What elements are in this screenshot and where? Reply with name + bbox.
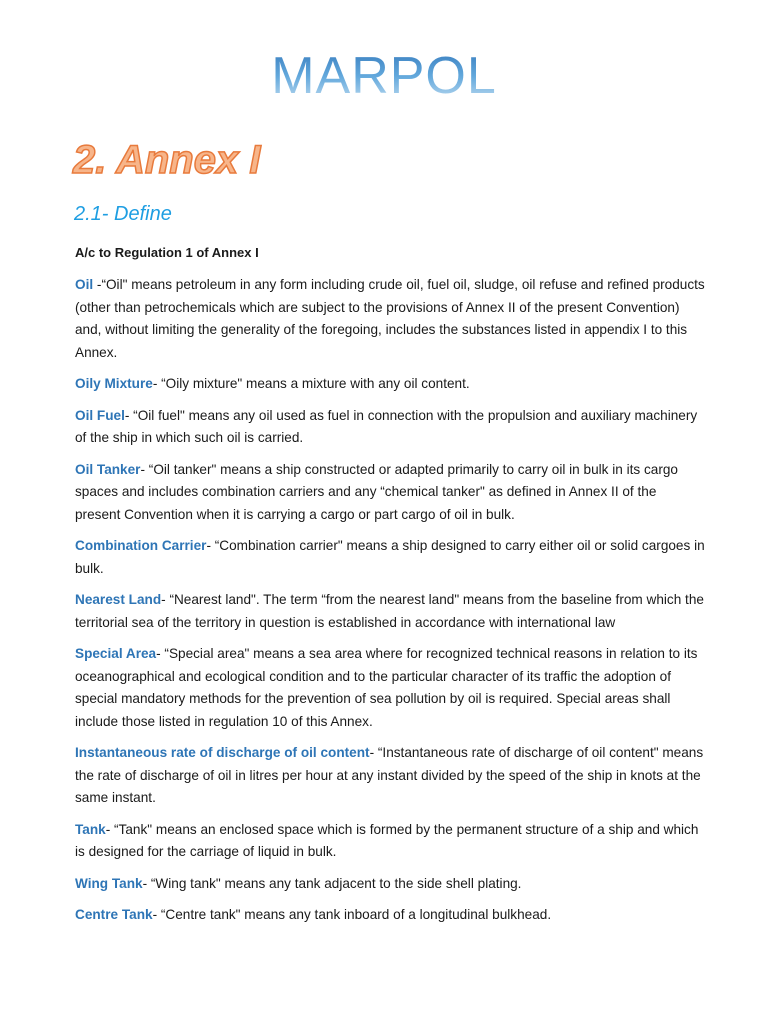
- document-title: MARPOL: [0, 50, 768, 102]
- definition-term: Oily Mixture: [75, 376, 153, 391]
- definition-combination-carrier: Combination Carrier- “Combination carrier" means a ship designed to carry either oil or solid cargoes in bulk.: [75, 538, 705, 576]
- definition-text: “Centre tank" means any tank inboard of a longitudinal bulkhead.: [160, 907, 552, 922]
- definition-nearest-land: Nearest Land- “Nearest land". The term “from the nearest land" means from the baseline from which the territorial sea of the territory in question is established in accordance with international law: [75, 592, 704, 630]
- definition-text: “Oily mixture" means a mixture with any oil content.: [161, 376, 470, 391]
- definition-term: Oil: [75, 277, 94, 292]
- definition-term: Oil Fuel: [75, 407, 125, 423]
- definition-text: “Instantaneous rate of discharge of oil content" means the rate of discharge of oil in litres per hour at any instant divided by the speed of the ship in knots at the same instant.: [75, 745, 704, 805]
- definition-text: “Special area" means a sea area where for recognized technical reasons in relation to its oceanographical and ecological condition and to the particular character of its traffic the adoption of special mandatory methods for the prevention of sea pollution by oil is required. Special areas shall include those listed in regulation 10 of this Annex.: [75, 646, 698, 729]
- definition-term: Wing Tank: [75, 875, 143, 891]
- definition-term: Combination Carrier: [75, 538, 207, 553]
- definition-text: “Combination carrier" means a ship designed to carry either oil or solid cargoes in bulk.: [75, 538, 705, 576]
- definition-text: “Oil fuel" means any oil used as fuel in connection with the propulsion and auxiliary machinery of the ship in which such oil is carried.: [75, 407, 698, 445]
- definition-term: Instantaneous rate of discharge of oil content: [75, 745, 370, 760]
- definition-term: Special Area: [75, 646, 157, 661]
- definition-term: Oil Tanker: [75, 461, 141, 477]
- definition-oil-fuel: Oil Fuel- “Oil fuel" means any oil used as fuel in connection with the propulsion and auxiliary machinery of the ship in which such oil is carried.: [75, 407, 698, 445]
- definitions-list: [75, 274, 705, 936]
- definition-text: “Oil" means petroleum in any form including crude oil, fuel oil, sludge, oil refuse and refined products (other than petrochemicals which are subject to the provisions of Annex II of the present Convention) and, without limiting the generality of the foregoing, includes the substances listed in appendix I to this Annex.: [75, 277, 705, 360]
- subsection-heading: 2.1- Define: [74, 203, 172, 225]
- definition-instantaneous-rate: Instantaneous rate of discharge of oil content- “Instantaneous rate of discharge of oil content" means the rate of discharge of oil in litres per hour at any instant divided by the speed of the ship in knots at the same instant.: [75, 745, 704, 805]
- definition-text: “Nearest land". The term “from the nearest land" means from the baseline from which the territorial sea of the territory in question is established in accordance with international law: [75, 592, 704, 630]
- definition-centre-tank: Centre Tank- “Centre tank" means any tank inboard of a longitudinal bulkhead.: [75, 907, 552, 922]
- definition-wing-tank: Wing Tank- “Wing tank" means any tank adjacent to the side shell plating.: [75, 875, 522, 891]
- definition-oil-tanker: Oil Tanker- “Oil tanker" means a ship constructed or adapted primarily to carry oil in bulk in its cargo spaces and includes combination carriers and any “chemical tanker" as defined in Annex II of the present Convention when it is carrying a cargo or part cargo of oil in bulk.: [75, 461, 678, 522]
- regulation-reference: A/c to Regulation 1 of Annex I: [75, 245, 259, 260]
- section-heading: 2. Annex I: [73, 138, 261, 182]
- definition-text: “Oil tanker" means a ship constructed or adapted primarily to carry oil in bulk in its cargo spaces and includes combination carriers and any “chemical tanker" as defined in Annex II of the present Convention when it is carrying a cargo or part cargo of oil in bulk.: [75, 461, 678, 522]
- definition-text: “Tank" means an enclosed space which is formed by the permanent structure of a ship and which is designed for the carriage of liquid in bulk.: [75, 821, 699, 859]
- definition-term: Centre Tank: [75, 907, 153, 922]
- definition-tank: Tank- “Tank" means an enclosed space which is formed by the permanent structure of a ship and which is designed for the carriage of liquid in bulk.: [75, 821, 699, 859]
- definition-term: Nearest Land: [75, 592, 162, 607]
- definition-oily-mixture: Oily Mixture- “Oily mixture" means a mixture with any oil content.: [75, 376, 470, 391]
- definition-oil: Oil -“Oil" means petroleum in any form including crude oil, fuel oil, sludge, oil refuse and refined products (other than petrochemicals which are subject to the provisions of Annex II of the present Convention) and, without limiting the generality of the foregoing, includes the substances listed in appendix I to this Annex.: [75, 277, 705, 360]
- definition-special-area: Special Area- “Special area" means a sea area where for recognized technical reasons in relation to its oceanographical and ecological condition and to the particular character of its traffic the adoption of special mandatory methods for the prevention of sea pollution by oil is required. Special areas shall include those listed in regulation 10 of this Annex.: [75, 646, 698, 729]
- definition-term: Tank: [75, 821, 106, 837]
- definition-text: “Wing tank" means any tank adjacent to the side shell plating.: [150, 875, 522, 891]
